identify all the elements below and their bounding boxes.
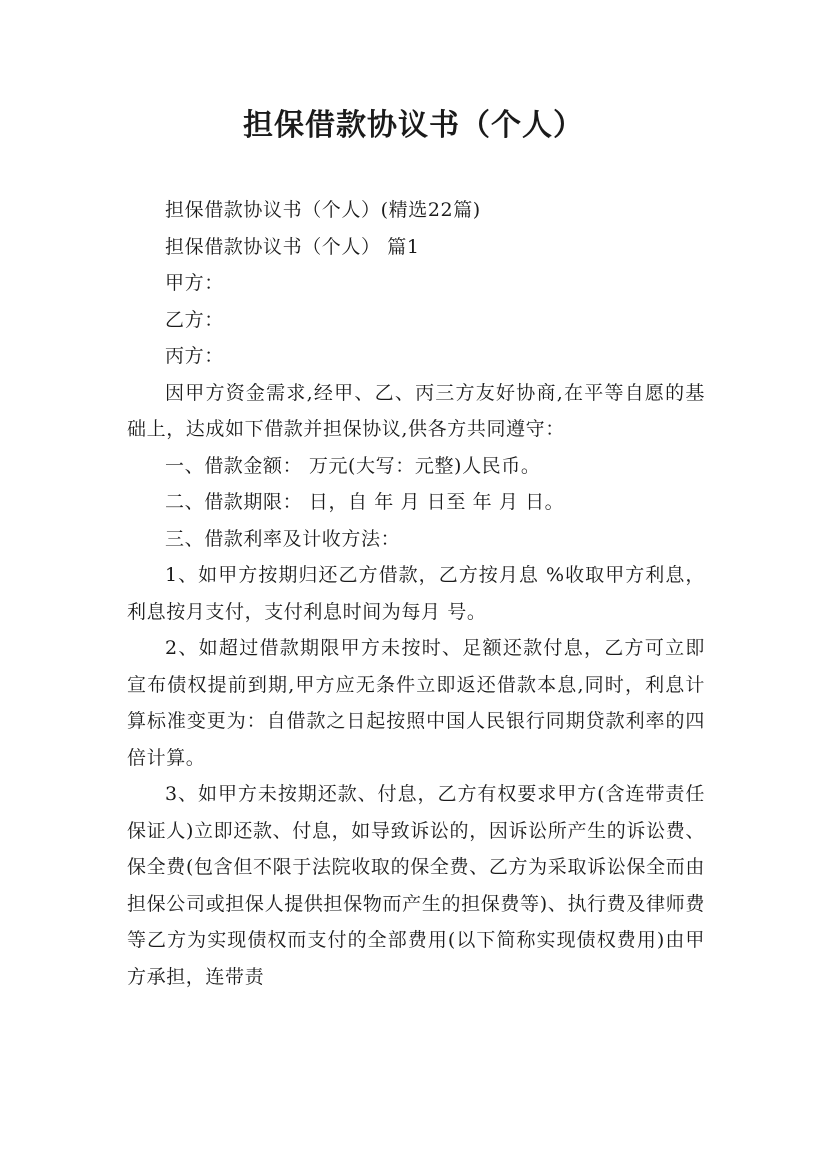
paragraph-interest-heading: 三、借款利率及计收方法：	[165, 527, 401, 550]
paragraph-article-heading: 担保借款协议书（个人） 篇1	[165, 235, 420, 258]
paragraph-party-a: 甲方：	[165, 272, 224, 294]
paragraph-preamble: 因甲方资金需求,经甲、乙、丙三方友好协商,在平等自愿的基础上，达成如下借款并担保协议,供各方共同遵守：	[127, 381, 705, 440]
document-title: 担保借款协议书（个人）	[243, 108, 584, 143]
paragraph-collection-heading: 担保借款协议书（个人）(精选22篇)	[165, 199, 481, 221]
paragraph-loan-amount: 一、借款金额： 万元(大写：元整)人民币。	[165, 454, 541, 477]
paragraph-loan-term: 二、借款期限： 日，自 年 月 日至 年 月 日。	[165, 491, 565, 513]
paragraph-clause-2: 2、如超过借款期限甲方未按时、足额还款付息，乙方可立即宣布债权提前到期,甲方应无条件立即返还借款本息,同时，利息计算标准变更为：自借款之日起按照中国人民银行同期贷款利率的四倍计算。	[127, 637, 705, 769]
document-body	[127, 192, 705, 995]
paragraph-party-b: 乙方：	[165, 308, 224, 331]
paragraph-party-c: 丙方：	[165, 345, 224, 367]
paragraph-clause-3: 3、如甲方未按期还款、付息，乙方有权要求甲方(含连带责任保证人)立即还款、付息，如导致诉讼的，因诉讼所产生的诉讼费、保全费(包含但不限于法院收取的保全费、乙方为采取诉讼保全而由担保公司或担保人提供担保物而产生的担保费等)、执行费及律师费等乙方为实现债权而支付的全部费用(以下简称实现债权费用)由甲方承担，连带责	[127, 783, 705, 988]
paragraph-clause-1: 1、如甲方按期归还乙方借款，乙方按月息 %收取甲方利息，利息按月支付，支付利息时间为每月 号。	[127, 564, 705, 623]
